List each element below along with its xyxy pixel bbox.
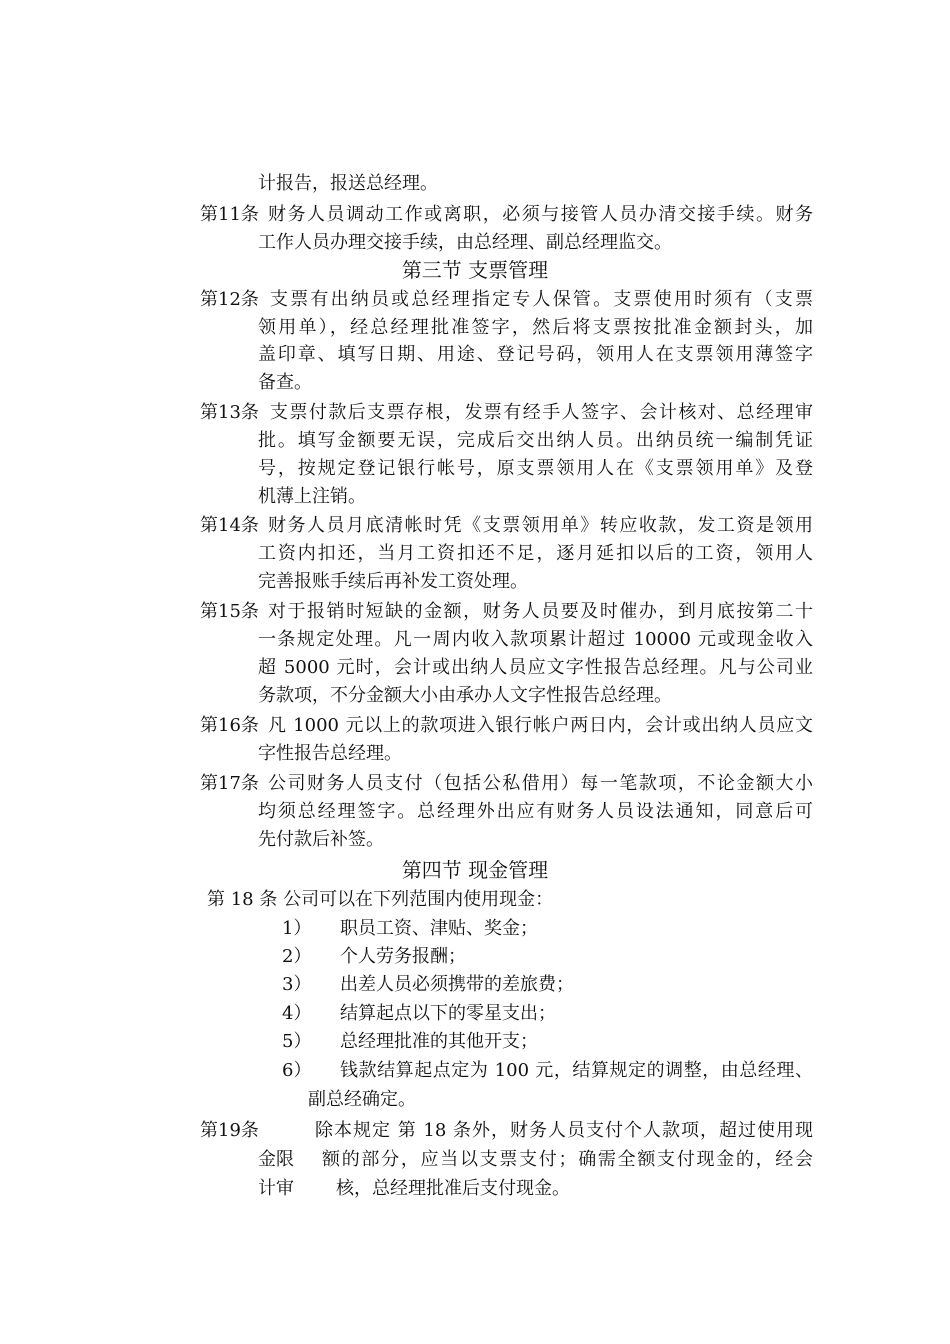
- article-15-line-4: 务款项，不分金额大小由承办人文字性报告总经理。: [258, 685, 672, 706]
- article-15-line-3: 超 5000 元时，会计或出纳人员应文字性报告总经理。凡与公司业: [258, 657, 813, 678]
- article-11-line-1: 财务人员调动工作或离职，必须与接管人员办清交接手续。财务: [268, 204, 813, 225]
- article-12-label: 第12条: [200, 289, 259, 310]
- article-12-line-4: 备查。: [258, 372, 312, 393]
- article-18-item-4-text: 结算起点以下的零星支出；: [340, 1003, 556, 1024]
- article-12-line-2: 领用单），经总经理批准签字，然后将支票按批准金额封头，加: [258, 317, 813, 338]
- article-16-line-1: 凡 1000 元以上的款项进入银行帐户两日内，会计或出纳人员应文: [268, 715, 813, 736]
- article-18-item-5-number: 5）: [282, 1031, 312, 1052]
- article-17-line-1: 公司财务人员支付（包括公私借用）每一笔款项，不论金额大小: [268, 773, 813, 794]
- article-19-line-3-prefix: 计审: [258, 1178, 294, 1199]
- article-18-item-6-text: 钱款结算起点定为 100 元，结算规定的调整，由总经理、: [340, 1060, 813, 1081]
- article-18-item-6-continuation: 副总经确定。: [308, 1089, 416, 1110]
- article-18-item-2-text: 个人劳务报酬；: [340, 946, 466, 967]
- article-19-line-2: 额的部分，应当以支票支付；确需全额支付现金的，经会: [322, 1149, 813, 1170]
- article-14-line-1: 财务人员月底清帐时凭《支票领用单》转应收款，发工资是领用: [268, 515, 813, 536]
- article-14-line-2: 工资内扣还，当月工资扣还不足，逐月延扣以后的工资，领用人: [258, 543, 813, 564]
- article-19-label: 第19条: [200, 1120, 259, 1141]
- article-15-label: 第15条: [200, 601, 259, 622]
- article-18-item-1-text: 职员工资、津贴、奖金；: [340, 918, 538, 939]
- article-18-item-2-number: 2）: [282, 946, 312, 967]
- article-11-label: 第11条: [200, 204, 259, 225]
- article-17-label: 第17条: [200, 773, 259, 794]
- article-14-label: 第14条: [200, 515, 259, 536]
- article-18-item-4-number: 4）: [282, 1003, 312, 1024]
- article-18-intro: 第 18 条 公司可以在下列范围内使用现金：: [207, 889, 554, 910]
- article-17-line-3: 先付款后补签。: [258, 829, 384, 850]
- article-15-line-1: 对于报销时短缺的金额，财务人员要及时催办，到月底按第二十: [268, 601, 813, 622]
- continuation-line: 计报告，报送总经理。: [258, 173, 438, 194]
- article-12-line-3: 盖印章、填写日期、用途、登记号码，领用人在支票领用薄签字: [258, 344, 813, 365]
- article-12-line-1: 支票有出纳员或总经理指定专人保管。支票使用时须有（支票: [270, 289, 813, 310]
- article-13-line-4: 机薄上注销。: [258, 486, 366, 507]
- article-19-line-1: 除本规定 第 18 条外，财务人员支付个人款项，超过使用现: [315, 1120, 813, 1141]
- article-15-line-2: 一条规定处理。凡一周内收入款项累计超过 10000 元或现金收入: [258, 629, 813, 650]
- article-19-line-2-prefix: 金限: [258, 1149, 294, 1170]
- article-19-line-3: 核，总经理批准后支付现金。: [336, 1178, 570, 1199]
- article-18-item-3-number: 3）: [282, 974, 312, 995]
- article-17-line-2: 均须总经理签字。总经理外出应有财务人员设法通知，同意后可: [258, 801, 813, 822]
- article-18-item-1-number: 1）: [282, 918, 312, 939]
- article-13-line-1: 支票付款后支票存根，发票有经手人签字、会计核对、总经理审: [270, 402, 813, 423]
- article-11-line-2: 工作人员办理交接手续，由总经理、副总经理监交。: [258, 232, 672, 253]
- article-18-item-5-text: 总经理批准的其他开支；: [340, 1031, 538, 1052]
- article-16-label: 第16条: [200, 715, 259, 736]
- article-13-line-2: 批。填写金额要无误，完成后交出纳人员。出纳员统一编制凭证: [258, 430, 813, 451]
- article-16-line-2: 字性报告总经理。: [258, 743, 402, 764]
- article-18-item-6-number: 6）: [282, 1060, 312, 1081]
- article-14-line-3: 完善报账手续后再补发工资处理。: [258, 571, 528, 592]
- article-13-label: 第13条: [200, 402, 259, 423]
- section-3-heading: 第三节 支票管理: [401, 258, 549, 282]
- section-4-heading: 第四节 现金管理: [401, 858, 549, 882]
- article-18-item-3-text: 出差人员必须携带的差旅费；: [340, 974, 574, 995]
- article-13-line-3: 号，按规定登记银行帐号，原支票领用人在《支票领用单》及登: [258, 458, 813, 479]
